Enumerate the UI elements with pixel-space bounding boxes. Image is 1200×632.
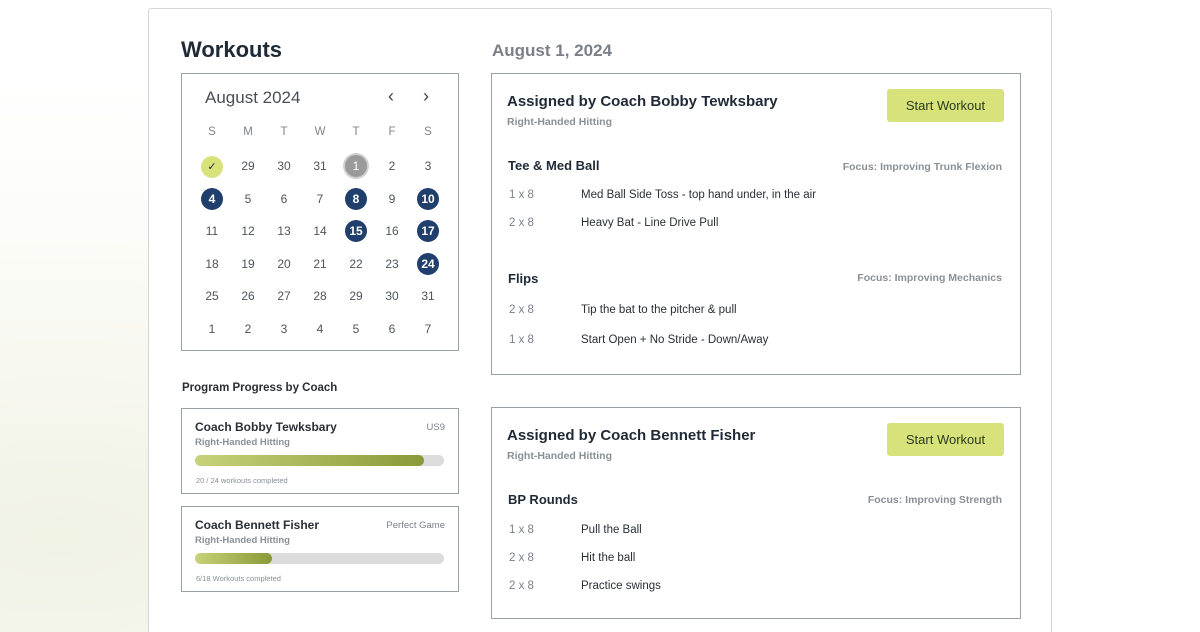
calendar-day-number: 11 [205,224,219,238]
exercise-sets: 1 x 8 [509,189,534,201]
exercise-sets: 2 x 8 [509,552,534,564]
workout-card [491,73,1021,375]
chevron-right-icon[interactable]: › [423,86,429,106]
calendar-day[interactable] [266,187,302,211]
progress-heading: Program Progress by Coach [182,382,338,394]
calendar-month-label: August 2024 [205,88,301,107]
calendar-day[interactable] [410,317,446,341]
coach-tag: Perfect Game [386,520,445,531]
progress-count: 6/18 Workouts completed [196,574,281,583]
calendar-day-number: 3 [424,159,432,173]
exercise-sets: 1 x 8 [509,524,534,536]
calendar-day-number: 5 [352,321,360,336]
program-name: Right-Handed Hitting [195,535,290,546]
calendar-day-number: 17 [417,220,439,242]
weekday-label: F [388,126,396,138]
progress-bar-fill [195,455,424,466]
calendar-day-number: 6 [280,191,288,206]
calendar-day-number: 1 [208,321,216,336]
calendar-day[interactable] [266,317,302,341]
calendar-day[interactable] [374,284,410,308]
workout-program: Right-Handed Hitting [507,116,612,128]
coach-name: Coach Bobby Tewksbary [195,420,337,434]
exercise-sets: 1 x 8 [509,334,534,346]
calendar-day[interactable] [302,154,338,178]
calendar-day-number: 26 [241,289,255,303]
workouts-panel [148,8,1052,632]
calendar-day-number: 2 [244,321,252,336]
calendar-day-number: 25 [205,289,219,303]
calendar-day-number: 10 [417,188,439,210]
calendar-day-number: 18 [205,256,219,271]
calendar-day[interactable] [374,317,410,341]
coach-progress-card[interactable] [181,506,459,592]
calendar-week-row [194,284,446,308]
calendar [181,73,459,351]
calendar-day-number: 3 [280,321,288,336]
exercise-sets: 2 x 8 [509,304,534,316]
calendar-day-number: 5 [244,191,252,206]
calendar-day-number: 23 [385,256,399,271]
calendar-day[interactable] [302,187,338,211]
page-title: Workouts [181,37,283,62]
calendar-day[interactable] [338,154,374,178]
calendar-day[interactable] [338,187,374,211]
section-focus: Focus: Improving Mechanics [857,272,1002,284]
calendar-week-row [194,154,446,178]
weekday-label: T [352,126,360,138]
calendar-day-number: 12 [241,224,255,238]
calendar-day[interactable] [374,154,410,178]
exercise-sets: 2 x 8 [509,580,534,592]
exercise-name: Pull the Ball [581,524,642,536]
weekday-label: M [243,126,253,138]
progress-bar [195,553,444,564]
calendar-day[interactable] [410,187,446,211]
calendar-day[interactable] [194,317,230,341]
calendar-week-row [194,252,446,276]
exercise-name: Hit the ball [581,552,636,564]
calendar-day[interactable] [230,252,266,276]
exercise-sets: 2 x 8 [509,217,534,229]
calendar-day[interactable] [338,284,374,308]
exercise-name: Tip the bat to the pitcher & pull [581,304,737,316]
calendar-day-number: 14 [313,224,327,238]
calendar-day-number: 31 [313,159,327,173]
calendar-day-number: 30 [277,159,291,173]
calendar-day[interactable] [194,219,230,243]
calendar-day-number: 22 [349,256,363,271]
calendar-week-row [194,187,446,211]
calendar-day[interactable] [230,154,266,178]
calendar-day-number: 7 [424,321,432,336]
progress-bar [195,455,444,466]
calendar-day[interactable] [338,317,374,341]
calendar-day[interactable] [266,154,302,178]
weekday-label: S [424,126,432,138]
calendar-day[interactable] [266,252,302,276]
coach-progress-card[interactable] [181,408,459,494]
calendar-day[interactable] [230,284,266,308]
progress-count: 20 / 24 workouts completed [196,476,288,485]
calendar-day-number: 6 [388,321,396,336]
weekday-header [194,126,446,138]
calendar-day[interactable] [194,187,230,211]
calendar-day-number: 7 [316,191,324,206]
calendar-day-number: 27 [277,289,291,303]
workout-assigned-by: Assigned by Coach Bennett Fisher [507,427,756,444]
start-workout-button[interactable]: Start Workout [887,89,1004,122]
calendar-day[interactable] [230,219,266,243]
calendar-day-number: 8 [345,188,367,210]
calendar-week-row [194,317,446,341]
exercise-name: Start Open + No Stride - Down/Away [581,334,769,346]
calendar-day-number: 29 [241,159,255,173]
exercise-name: Practice swings [581,580,661,592]
calendar-day-number: 1 [345,155,367,177]
calendar-day[interactable] [338,219,374,243]
section-focus: Focus: Improving Trunk Flexion [842,161,1002,173]
calendar-day-number: 19 [241,256,255,271]
calendar-day-number: 13 [277,224,291,238]
calendar-day-number: 29 [349,289,363,303]
calendar-day[interactable] [374,252,410,276]
coach-tag: US9 [426,422,445,433]
calendar-day-number: 4 [201,188,223,210]
calendar-day[interactable] [410,252,446,276]
workout-card [491,407,1021,619]
start-workout-button[interactable]: Start Workout [887,423,1004,456]
calendar-week-row [194,219,446,243]
exercise-name: Heavy Bat - Line Drive Pull [581,217,719,229]
weekday-label: S [208,126,216,138]
workout-assigned-by: Assigned by Coach Bobby Tewksbary [507,93,778,110]
section-title: Flips [508,271,539,286]
workout-program: Right-Handed Hitting [507,450,612,462]
calendar-day-number: 28 [313,289,327,303]
chevron-left-icon[interactable]: ‹ [388,86,394,106]
weekday-label: T [280,126,288,138]
calendar-day[interactable] [266,284,302,308]
section-title: BP Rounds [508,492,578,507]
calendar-day[interactable] [374,219,410,243]
calendar-day[interactable] [230,187,266,211]
coach-name: Coach Bennett Fisher [195,518,320,532]
calendar-day[interactable] [266,219,302,243]
calendar-day-number: 31 [421,289,435,303]
calendar-day[interactable] [194,252,230,276]
calendar-day[interactable] [410,284,446,308]
progress-bar-fill [195,553,272,564]
checkmark-icon: ✓ [201,156,223,178]
section-title: Tee & Med Ball [508,158,600,173]
calendar-day-number: 30 [385,289,399,303]
calendar-day[interactable] [338,252,374,276]
calendar-day-completed-check[interactable] [194,154,230,178]
calendar-day-number: 4 [316,321,324,336]
calendar-day-number: 16 [385,224,399,238]
section-focus: Focus: Improving Strength [867,494,1002,506]
calendar-day[interactable] [230,317,266,341]
calendar-day-number: 2 [388,159,396,173]
selected-date-heading: August 1, 2024 [492,41,612,60]
calendar-day-number: 20 [277,256,291,271]
program-name: Right-Handed Hitting [195,437,290,448]
calendar-day[interactable] [302,284,338,308]
calendar-day[interactable] [302,252,338,276]
calendar-day-number: 15 [345,220,367,242]
calendar-day[interactable] [410,154,446,178]
calendar-day[interactable] [302,219,338,243]
calendar-day-number: 21 [313,256,327,271]
calendar-day[interactable] [374,187,410,211]
calendar-day[interactable] [194,284,230,308]
calendar-day-number: 24 [417,253,439,275]
weekday-label: W [314,126,326,138]
calendar-day[interactable] [302,317,338,341]
calendar-day-number: 9 [388,191,396,206]
calendar-day[interactable] [410,219,446,243]
exercise-name: Med Ball Side Toss - top hand under, in the air [581,189,817,201]
